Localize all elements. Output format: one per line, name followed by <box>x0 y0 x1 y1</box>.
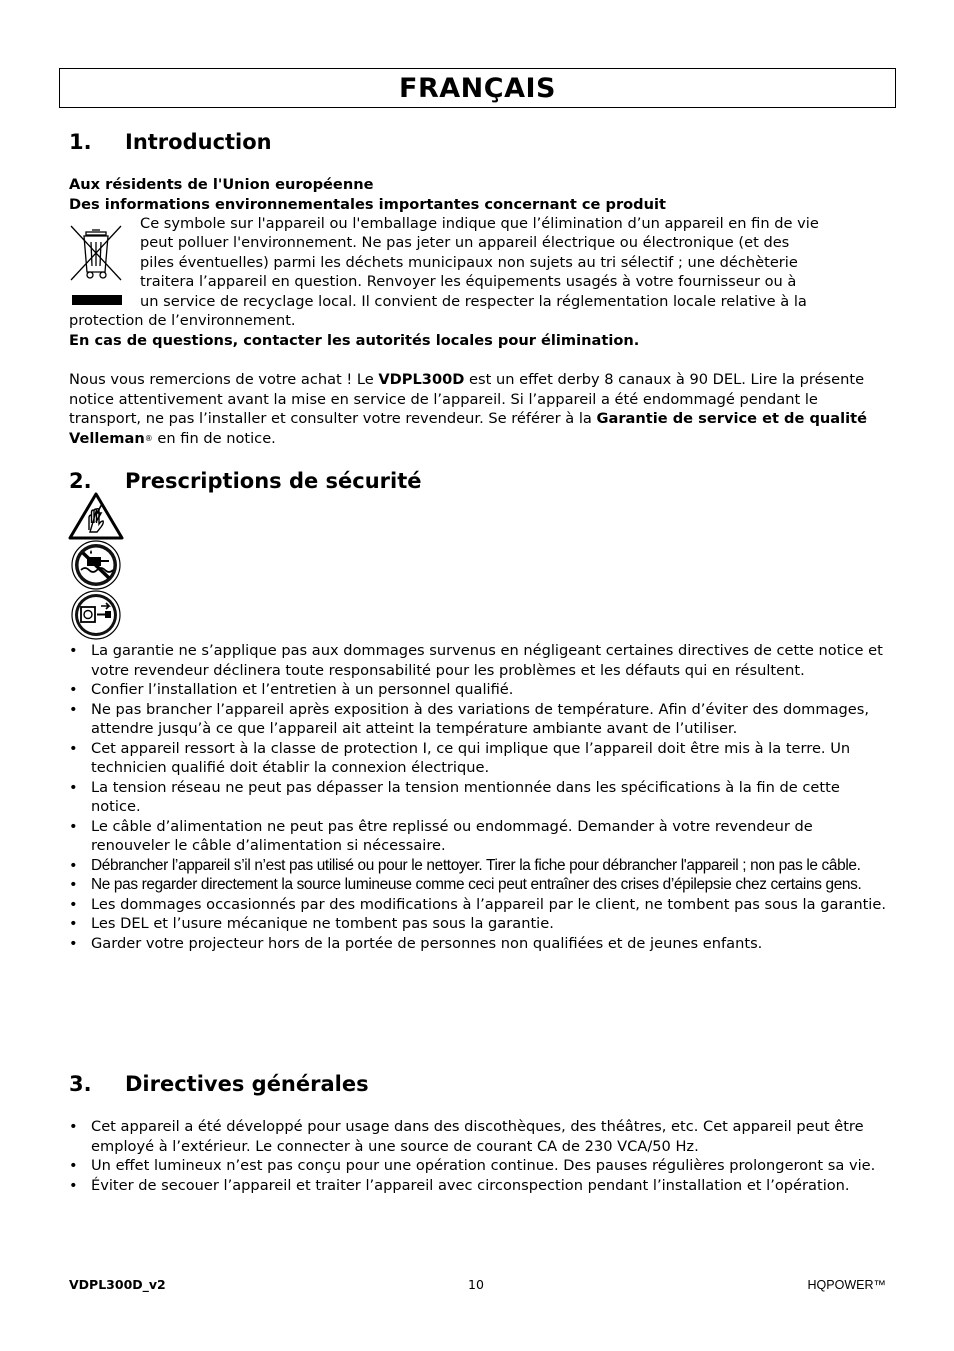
section-2-heading <box>69 468 422 494</box>
registered-mark: ® <box>144 433 153 443</box>
bullet: • <box>69 739 78 757</box>
no-water-icon <box>69 540 123 590</box>
list-item <box>69 934 891 954</box>
bullet: • <box>69 1176 78 1194</box>
section-number: 3. <box>69 1072 92 1096</box>
bullet-text: Cet appareil ressort à la classe de protection I, ce qui implique que l’appareil doit être mis à la terre. Un technicien qualifié doit établir la connexion électrique. <box>91 739 851 776</box>
bullet: • <box>69 856 78 874</box>
list-item <box>69 817 891 856</box>
list-item <box>69 739 891 778</box>
footer-doc-id: VDPL300D_v2 <box>69 1277 166 1292</box>
list-item <box>69 700 891 739</box>
intro-paragraph <box>69 370 889 448</box>
list-item <box>69 856 891 876</box>
bullet-text: Ne pas regarder directement la source lumineuse comme ceci peut entraîner des crises d’épilepsie chez certains gens. <box>91 876 862 893</box>
bullet: • <box>69 876 78 893</box>
bullet-text: La garantie ne s’applique pas aux dommages survenus en négligeant certaines directives de cette notice et votre revendeur déclinera toute responsabilité pour les problèmes et les défauts qui en résultent. <box>91 642 883 679</box>
weee-line-1: Ce symbole sur l'appareil ou l'emballage indique que l’élimination d’un appareil en fin de vie <box>140 215 819 232</box>
bullet-text: Un effet lumineux n’est pas conçu pour une opération continue. Des pauses régulières prolongeront sa vie. <box>91 1157 876 1174</box>
weee-line-3: piles éventuelles) parmi les déchets municipaux non sujets au tri sélectif ; une déchèterie <box>140 254 798 271</box>
weee-line-5: un service de recyclage local. Il convient de respecter la réglementation locale relative à la <box>140 293 807 310</box>
bullet-text: Cet appareil a été développé pour usage dans des discothèques, des théâtres, etc. Cet appareil peut être employé à l’extérieur. Le connecter à une source de courant CA de 230 VCA/50 Hz. <box>91 1118 864 1155</box>
bullet-text: La tension réseau ne peut pas dépasser la tension mentionnée dans les spécifications à la fin de cette notice. <box>91 778 840 815</box>
general-bullet-list <box>69 1117 891 1195</box>
bullet: • <box>69 1118 78 1135</box>
safety-bullet-list <box>69 641 891 953</box>
weee-line-2: peut polluer l'environnement. Ne pas jeter un appareil électrique ou électronique (et des <box>140 234 790 251</box>
disconnect-power-icon <box>69 590 123 640</box>
intro-text-1: Nous vous remercions de votre achat ! Le <box>69 371 379 388</box>
intro-text-2: est un effet derby 8 canaux à 90 DEL. Lire la présente notice attentivement avant la mise en service de l’appareil. Si l’appareil a été endommagé pendant le transport, ne pas l’installer et consulter votre revendeur. Se référer à la <box>69 371 865 427</box>
eu-residents-heading: Aux résidents de l'Union européenne <box>69 176 374 193</box>
bullet: • <box>69 700 78 718</box>
intro-text-3: en fin de notice. <box>152 429 276 447</box>
bullet: • <box>69 778 78 796</box>
section-3-heading <box>69 1071 369 1097</box>
section-1-heading <box>69 129 272 155</box>
bullet-text: Garder votre projecteur hors de la portée de personnes non qualifiées et de jeunes enfants. <box>91 934 763 952</box>
bullet: • <box>69 642 78 659</box>
section-title: Introduction <box>125 130 272 154</box>
list-item <box>69 778 891 817</box>
weee-crossed-bin-icon <box>68 222 124 308</box>
bullet: • <box>69 895 78 913</box>
list-item <box>69 875 891 895</box>
footer-page-number: 10 <box>468 1277 484 1292</box>
section-number: 1. <box>69 130 92 154</box>
bullet: • <box>69 915 78 932</box>
bullet-text: Confier l’installation et l’entretien à un personnel qualifié. <box>91 681 514 698</box>
list-item <box>69 1176 891 1196</box>
bullet-text: Débrancher l’appareil s’il n’est pas utilisé ou pour le nettoyer. Tirer la fiche pour débrancher l'appareil ; non pas le câble. <box>91 856 861 874</box>
bullet-text: Ne pas brancher l’appareil après exposition à des variations de température. Afin d’éviter des dommages, attendre jusqu’à ce que l’appareil ait atteint la température ambiante avant de l’utiliser. <box>91 700 869 737</box>
questions-note: En cas de questions, contacter les autorités locales pour élimination. <box>69 332 640 349</box>
weee-line-6: protection de l’environnement. <box>69 312 296 329</box>
electric-shock-warning-icon <box>68 492 124 540</box>
list-item <box>69 1156 891 1176</box>
list-item <box>69 680 891 700</box>
bullet: • <box>69 681 78 698</box>
env-info-heading: Des informations environnementales importantes concernant ce produit <box>69 196 666 213</box>
footer-brand: HQPOWER™ <box>807 1278 886 1292</box>
bullet-text: Éviter de secouer l’appareil et traiter l’appareil avec circonspection pendant l’installation et l’opération. <box>91 1176 850 1194</box>
section-number: 2. <box>69 469 92 493</box>
language-banner <box>59 68 896 108</box>
bullet: • <box>69 1157 78 1174</box>
list-item <box>69 914 891 934</box>
warranty-name: Garantie de service et de qualité Velleman <box>69 410 868 447</box>
model-name: VDPL300D <box>378 371 465 388</box>
bullet-text: Le câble d’alimentation ne peut pas être replissé ou endommagé. Demander à votre revendeur de renouveler le câble d’alimentation si nécessaire. <box>91 817 813 854</box>
weee-line-4: traitera l’appareil en question. Renvoyer les équipements usagés à votre fournisseur ou à <box>140 273 797 290</box>
section-title: Prescriptions de sécurité <box>125 469 422 493</box>
list-item <box>69 895 891 915</box>
section-title: Directives générales <box>125 1072 369 1096</box>
bullet-text: Les DEL et l’usure mécanique ne tombent pas sous la garantie. <box>91 915 554 932</box>
bullet: • <box>69 934 78 952</box>
bullet: • <box>69 817 78 835</box>
list-item <box>69 1117 891 1156</box>
list-item <box>69 641 891 680</box>
bullet-text: Les dommages occasionnés par des modifications à l’appareil par le client, ne tombent pas sous la garantie. <box>91 895 886 913</box>
language-title: FRANÇAIS <box>399 73 556 104</box>
